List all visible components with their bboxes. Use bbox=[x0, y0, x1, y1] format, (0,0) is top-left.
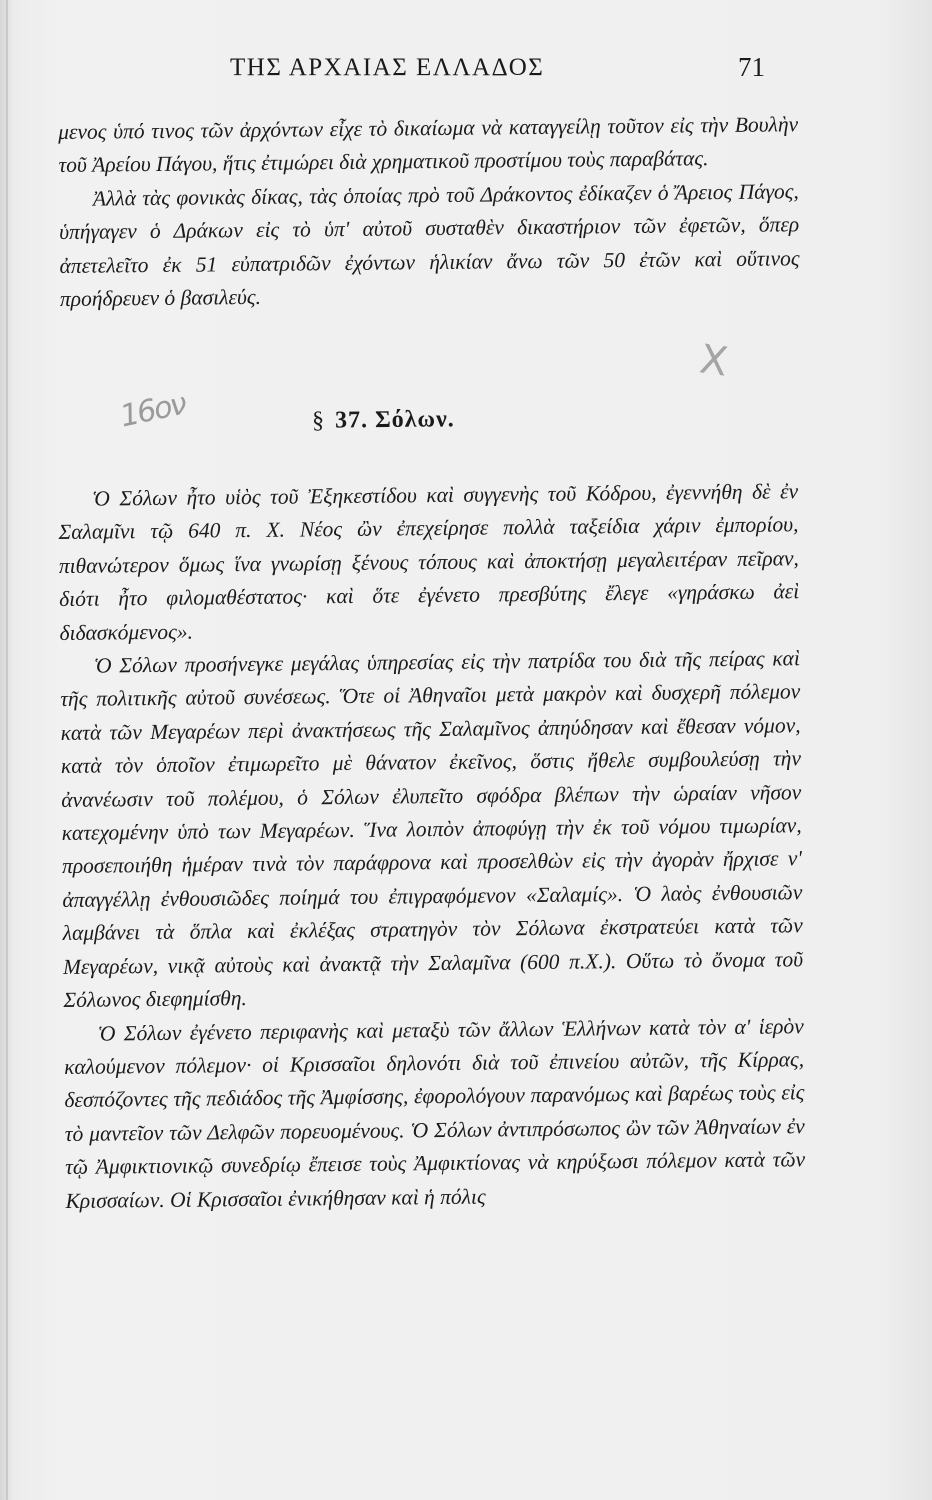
body-text-bottom bbox=[58, 475, 806, 1218]
pencil-cross-mark: X bbox=[696, 336, 731, 386]
body-text-top bbox=[58, 108, 800, 316]
paragraph: Ὁ Σόλων προσήνεγκε μεγάλας ὑπηρεσίας εἰς τὴν πατρίδα του διὰ τῆς πείρας καὶ τῆς πολιτικῆς αὐτοῦ συνέσεως. Ὅτε οἱ Ἀθηναῖοι μετὰ μακρὸν καὶ δυσχερῆ πόλεμον κατὰ τῶν Μεγαρέων περὶ ἀνακτήσεως τῆς Σαλαμῖνος ἀπηύδησαν καὶ ἔθεσαν νόμον, κατὰ τὸν ὁποῖον ἐτιμωρεῖτο μὲ θάνατον ἐκεῖνος, ὅστις ἤθελε συμβουλεύσῃ τὴν ἀνανέωσιν τοῦ πολέμου, ὁ Σόλων ἐλυπεῖτο σφόδρα βλέπων τὴν ὡραίαν νῆσον κατεχομένην ὑπὸ των Μεγαρέων. Ἵνα λοιπὸν ἀποφύγῃ τὴν ἐκ τοῦ νόμου τιμωρίαν, προσεποιήθη ἡμέραν τινὰ τὸν παράφρονα καὶ προσελθὼν εἰς τὴν ἀγορὰν ἤρχισε ν' ἀπαγγέλλῃ ἐνθουσιῶδες ποίημά του ἐπιγραφόμενον «Σαλαμίς». Ὁ λαὸς ἐνθουσιῶν λαμβάνει τὰ ὅπλα καὶ ἐκλέξας στρατηγὸν τὸν Σόλωνα ἐκστρατεύει κατὰ τῶν Μεγαρέων, νικᾷ αὐτοὺς καὶ ἀνακτᾷ τὴν Σαλαμῖνα (600 π.Χ.). Οὕτω τὸ ὄνομα τοῦ Σόλωνος διεφημίσθη. bbox=[60, 646, 804, 1013]
paragraph: Ἀλλὰ τὰς φονικὰς δίκας, τὰς ὁποίας πρὸ τοῦ Δράκοντος ἐδίκαζεν ὁ Ἄρειος Πάγος, ὑπήγαγεν ὁ Δράκων εἰς τὸ ὑπ' αὐτοῦ συσταθὲν δικαστήριον τῶν ἐφετῶν, ὅπερ ἀπετελεῖτο ἐκ 51 εὐπατριδῶν ἐχόντων ἡλικίαν ἄνω τῶν 50 ἐτῶν καὶ οὕτινος προήδρευεν ὁ βασιλεύς. bbox=[59, 179, 800, 312]
section-symbol: § bbox=[311, 407, 326, 434]
paragraph: Ὁ Σόλων ἐγένετο περιφανὴς καὶ μεταξὺ τῶν ἄλλων Ἑλλήνων κατὰ τὸν α' ἱερὸν καλούμενον πόλεμον· οἱ Κρισσαῖοι δηλονότι διὰ τοῦ ἐπινείου αὐτῶν, τῆς Κίρρας, δεσπόζοντες τῆς πεδιάδος τῆς Ἀμφίσσης, ἐφορολόγουν παρανόμως καὶ βαρέως τοὺς εἰς τὸ μαντεῖον τῶν Δελφῶν πορευομένους. Ὁ Σόλων ἀντιπρόσωπος ὢν τῶν Ἀθηναίων ἐν τῷ Ἀμφικτιονικῷ συνεδρίῳ ἔπεισε τοὺς Ἀμφικτίονας νὰ κηρύξωσι πόλεμον κατὰ τῶν Κρισσαίων. Οἱ Κρισσαῖοι ἐνικήθησαν καὶ ἡ πόλις bbox=[63, 1013, 806, 1213]
running-title: ΤΗΣ ΑΡΧΑΙΑΣ ΕΛΛΑΔΟΣ bbox=[230, 54, 545, 81]
section-title: 37. Σόλων. bbox=[334, 406, 455, 434]
pencil-margin-note: 16ον bbox=[117, 386, 189, 435]
paragraph: Ὁ Σόλων ἦτο υἱὸς τοῦ Ἐξηκεστίδου καὶ συγγενὴς τοῦ Κόδρου, ἐγεννήθη δὲ ἐν Σαλαμῖνι τῷ 640 π. Χ. Νέος ὢν ἐπεχείρησε πολλὰ ταξείδια χάριν ἐμπορίου, πιθανώτερον ὅμως ἵνα γνωρίσῃ ξένους τόπους καὶ ἀποκτήσῃ μεγαλειτέραν πεῖραν, διότι ἦτο φιλομαθέστατος· καὶ ὅτε ἐγένετο πρεσβύτης ἔλεγε «γηράσκω ἀεὶ διδασκόμενος». bbox=[58, 479, 800, 645]
binding-gutter bbox=[6, 0, 8, 1500]
section-heading bbox=[312, 406, 455, 434]
paragraph: μενος ὑπό τινος τῶν ἀρχόντων εἶχε τὸ δικαίωμα νὰ καταγγείλῃ τοῦτον εἰς τὴν Βουλὴν τοῦ Ἀρείου Πάγου, ἥτις ἐτιμώρει διὰ χρηματικοῦ προστίμου τοὺς παραβάτας. bbox=[58, 112, 799, 178]
page-number: 71 bbox=[738, 52, 765, 82]
